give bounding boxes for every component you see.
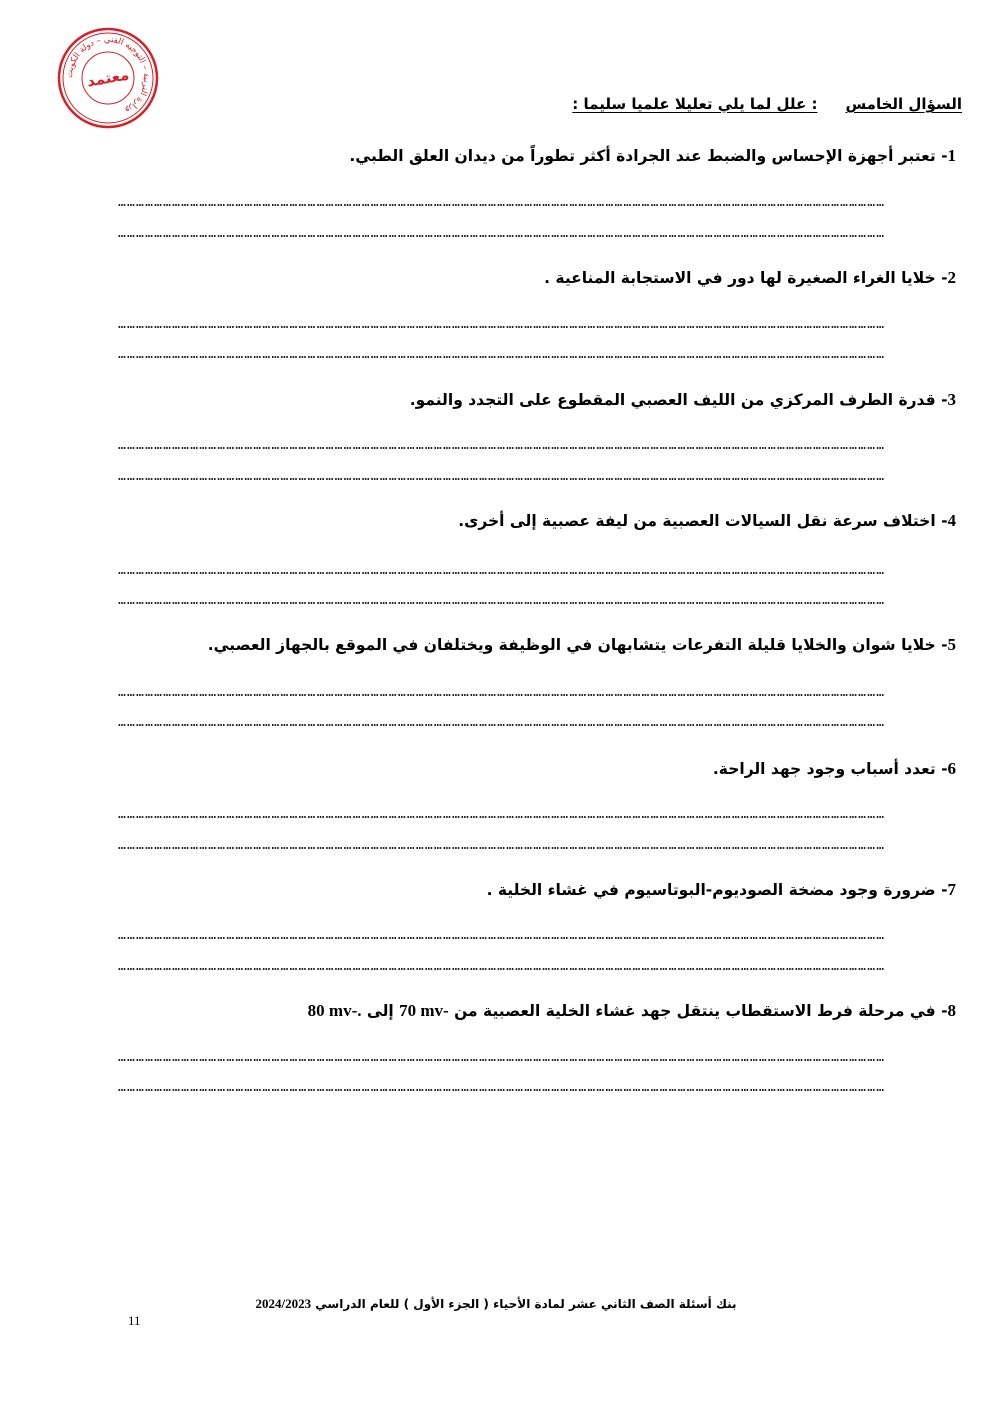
answer-line[interactable]: ………………………………………………………………………………………………………………………………………………………………………………………………………………………………… bbox=[118, 441, 886, 451]
stamp-center-text: معتمد bbox=[85, 65, 131, 91]
answer-line[interactable]: ………………………………………………………………………………………………………………………………………………………………………………………………………………………………… bbox=[118, 198, 886, 208]
question-text: اختلاف سرعة نقل السيالات العصبية من ليفة عصبية إلى أخرى. bbox=[458, 512, 936, 530]
section-label: السؤال الخامس bbox=[845, 95, 962, 113]
question-number: 1 bbox=[947, 146, 956, 165]
answer-line[interactable]: ………………………………………………………………………………………………………………………………………………………………………………………………………………………………… bbox=[118, 718, 886, 728]
question-5 bbox=[208, 635, 956, 655]
question-dash: - bbox=[941, 1002, 948, 1020]
section-heading bbox=[572, 95, 962, 113]
question-dash: - bbox=[941, 147, 948, 165]
question-text: ضرورة وجود مضخة الصوديوم-البوتاسيوم في غشاء الخلية . bbox=[486, 881, 936, 899]
answer-line[interactable]: ………………………………………………………………………………………………………………………………………………………………………………………………………………………………… bbox=[118, 841, 886, 851]
potential-value-end: 80 mv-. bbox=[307, 1001, 362, 1020]
answer-line[interactable]: ………………………………………………………………………………………………………………………………………………………………………………………………………………………………… bbox=[118, 229, 886, 239]
approval-stamp bbox=[56, 26, 160, 130]
question-dash: - bbox=[941, 881, 948, 899]
question-2 bbox=[544, 268, 956, 288]
answer-line[interactable]: ………………………………………………………………………………………………………………………………………………………………………………………………………………………………… bbox=[118, 962, 886, 972]
question-3 bbox=[410, 390, 956, 410]
page-number: 11 bbox=[128, 1313, 141, 1328]
heading-separator: : bbox=[811, 95, 818, 113]
question-number: 4 bbox=[947, 511, 956, 530]
page-footer bbox=[0, 1296, 992, 1312]
answer-line[interactable]: ………………………………………………………………………………………………………………………………………………………………………………………………………………………………… bbox=[118, 1083, 886, 1093]
question-text: تعتبر أجهزة الإحساس والضبط عند الجرادة أكثر تطوراً من ديدان العلق الطبي. bbox=[349, 147, 936, 165]
question-text: خلايا الغراء الصغيرة لها دور في الاستجابة المناعية . bbox=[544, 269, 936, 287]
question-number: 5 bbox=[947, 635, 956, 654]
question-dash: - bbox=[941, 760, 948, 778]
question-number: 2 bbox=[947, 268, 956, 287]
answer-line[interactable]: ………………………………………………………………………………………………………………………………………………………………………………………………………………………………… bbox=[118, 566, 886, 576]
stamp-ring-text: وزارة التربية – التوجيه الفني – دولة الكويت bbox=[64, 34, 152, 116]
question-4 bbox=[458, 511, 956, 531]
question-text: تعدد أسباب وجود جهد الراحة. bbox=[712, 760, 936, 778]
potential-value-start: 70 mv- bbox=[399, 1001, 449, 1020]
question-dash: - bbox=[941, 269, 948, 287]
answer-line[interactable]: ………………………………………………………………………………………………………………………………………………………………………………………………………………………………… bbox=[118, 688, 886, 698]
question-dash: - bbox=[941, 391, 948, 409]
answer-line[interactable]: ………………………………………………………………………………………………………………………………………………………………………………………………………………………………… bbox=[118, 596, 886, 606]
answer-line[interactable]: ………………………………………………………………………………………………………………………………………………………………………………………………………………………………… bbox=[118, 810, 886, 820]
question-7 bbox=[487, 880, 956, 900]
question-text: خلايا شوان والخلايا قليلة التفرعات يتشابهان في الوظيفة ويختلفان في الموقع بالجهاز العصبي. bbox=[207, 636, 936, 654]
answer-line[interactable]: ………………………………………………………………………………………………………………………………………………………………………………………………………………………………… bbox=[118, 350, 886, 360]
question-number: 3 bbox=[947, 390, 956, 409]
question-dash: - bbox=[941, 512, 948, 530]
question-8 bbox=[308, 1001, 956, 1021]
footer-year: 2024/2023 bbox=[255, 1296, 312, 1311]
question-dash: - bbox=[941, 636, 948, 654]
answer-line[interactable]: ………………………………………………………………………………………………………………………………………………………………………………………………………………………………… bbox=[118, 320, 886, 330]
question-6 bbox=[713, 759, 956, 779]
question-number: 7 bbox=[947, 880, 956, 899]
question-1 bbox=[349, 146, 956, 166]
question-text-a: في مرحلة فرط الاستقطاب ينتقل جهد غشاء الخلية العصبية من bbox=[454, 1002, 936, 1020]
question-text: قدرة الطرف المركزي من الليف العصبي المقطوع على التجدد والنمو. bbox=[409, 391, 936, 409]
question-number: 8 bbox=[947, 1001, 956, 1020]
question-number: 6 bbox=[947, 759, 956, 778]
section-instruction: علل لما يلي تعليلا علميا سليما : bbox=[572, 95, 807, 113]
answer-line[interactable]: ………………………………………………………………………………………………………………………………………………………………………………………………………………………………… bbox=[118, 1053, 886, 1063]
answer-line[interactable]: ………………………………………………………………………………………………………………………………………………………………………………………………………………………………… bbox=[118, 472, 886, 482]
footer-text: بنك أسئلة الصف الثاني عشر لمادة الأحياء ( الجزء الأول ) للعام الدراسي bbox=[315, 1297, 737, 1311]
question-text-b: إلى bbox=[366, 1002, 394, 1020]
answer-line[interactable]: ………………………………………………………………………………………………………………………………………………………………………………………………………………………………… bbox=[118, 931, 886, 941]
